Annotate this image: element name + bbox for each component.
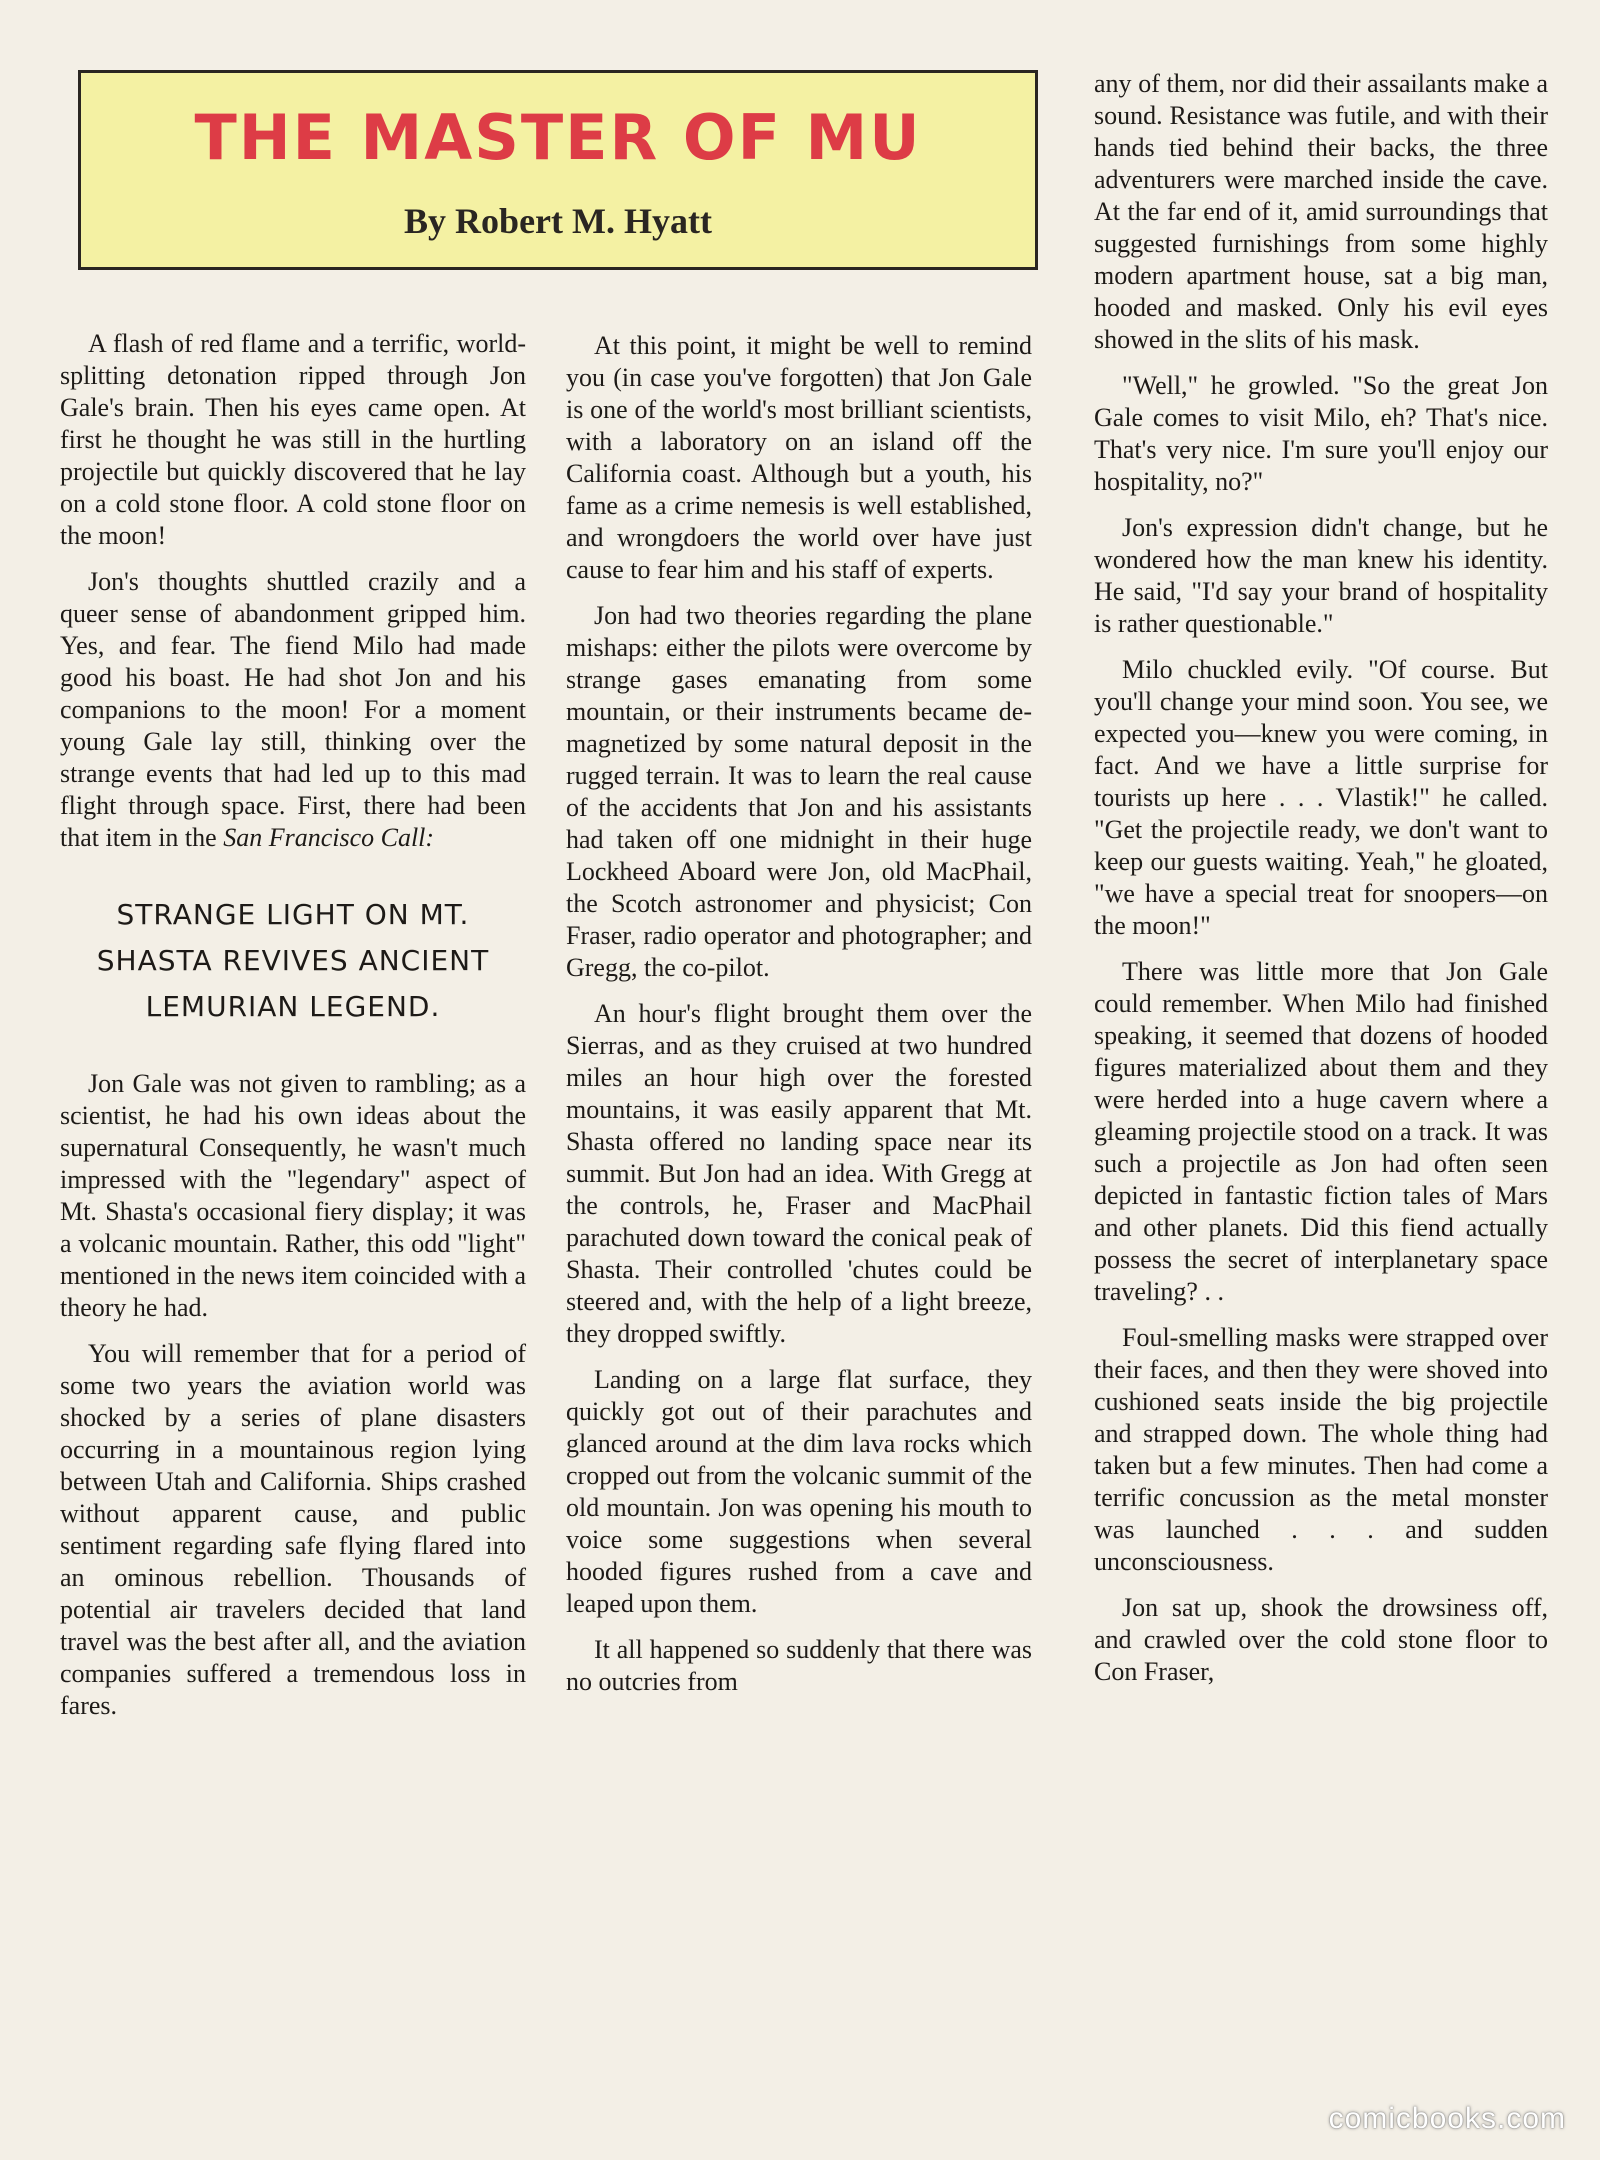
headline-line: SHASTA REVIVES ANCIENT: [96, 944, 490, 977]
headline-line: LEMURIAN LEGEND.: [145, 990, 441, 1023]
paragraph: Jon sat up, shook the drowsiness off, and crawled over the cold stone floor to Con Fraser,: [1094, 1593, 1548, 1686]
paragraph: "Well," he growled. "So the great Jon Gale comes to visit Milo, eh? That's nice. That's very nice. I'm sure you'll enjoy our hospitality, no?": [1094, 371, 1548, 496]
newspaper-headline: [60, 892, 526, 1030]
story-title: THE MASTER OF MU: [194, 101, 922, 174]
paragraph: A flash of red flame and a terrific, world-splitting detonation ripped through Jon Gale's brain. Then his eyes came open. At first he thought he was still in the hurtling projectile but quickly discovered that he lay on a cold stone floor. A cold stone floor on the moon!: [60, 329, 526, 550]
paragraph: Jon's expression didn't change, but he wondered how the man knew his identity. He said, "I'd say your brand of hospitality is rather questionable.": [1094, 513, 1548, 638]
paragraph: At this point, it might be well to remind you (in case you've forgotten) that Jon Gale is one of the world's most brilliant scientists, with a laboratory on an island off the California coast. Although but a youth, his fame as a crime nemesis is well established, and wrongdoers the world over have just cause to fear him and his staff of experts.: [566, 331, 1032, 584]
paragraph: An hour's flight brought them over the Sierras, and as they cruised at two hundred miles an hour high over the forested mountains, it was easily apparent that Mt. Shasta offered no landing space near its summit. But Jon had an idea. With Gregg at the controls, he, Fraser and MacPhail parachuted down toward the conical peak of Shasta. Their controlled 'chutes could be steered and, with the help of a light breeze, they dropped swiftly.: [566, 999, 1032, 1348]
paragraph: Jon Gale was not given to rambling; as a scientist, he had his own ideas about the supernatural Consequently, he wasn't much impressed with the "legendary" aspect of Mt. Shasta's occasional fiery display; it was a volcanic mountain. Rather, this odd "light" mentioned in the news item coincided with a theory he had.: [60, 1069, 526, 1322]
paragraph: There was little more that Jon Gale could remember. When Milo had finished speaking, it seemed that dozens of hooded figures materialized about them and they were herded into a huge cavern where a gleaming projectile stood on a track. It was such a projectile as Jon had often seen depicted in fantastic fiction tales of Mars and other planets. Did this fiend actually possess the secret of interplanetary space traveling? . .: [1094, 957, 1548, 1306]
paragraph: [60, 566, 526, 854]
paragraph: any of them, nor did their assailants make a sound. Resistance was futile, and with their hands tied behind their backs, the three adventurers were marched inside the cave. At the far end of it, amid surroundings that suggested furnishings from some highly modern apartment house, sat a big man, hooded and masked. Only his evil eyes showed in the slits of his mask.: [1094, 69, 1548, 354]
title-box: [78, 70, 1038, 270]
column-1: [60, 328, 526, 1736]
column-3: [1094, 68, 1548, 1702]
headline-line: STRANGE LIGHT ON MT.: [116, 898, 470, 931]
paragraph-text: Jon's thoughts shuttled crazily and a queer sense of abandonment gripped him. Yes, and fear. The fiend Milo had made good his boast. He had shot Jon and his companions to the moon! For a moment young Gale lay still, thinking over the strange events that had led up to this mad flight through space. First, there had been that item in the: [60, 567, 526, 852]
paragraph: It all happened so suddenly that there was no outcries from: [566, 1635, 1032, 1696]
paragraph: Landing on a large flat surface, they quickly got out of their parachutes and glanced around at the dim lava rocks which cropped out from the volcanic summit of the old mountain. Jon was opening his mouth to voice some suggestions when several hooded figures rushed from a cave and leaped upon them.: [566, 1365, 1032, 1618]
byline: By Robert M. Hyatt: [404, 201, 712, 241]
newspaper-name: San Francisco Call:: [223, 823, 435, 852]
column-2: [566, 330, 1032, 1712]
watermark: comicbooks.com: [1328, 2102, 1566, 2135]
paragraph: You will remember that for a period of some two years the aviation world was shocked by a series of plane disasters occurring in a mountainous region lying between Utah and California. Ships crashed without apparent cause, and public sentiment regarding safe flying flared into an ominous rebellion. Thousands of potential air travelers decided that land travel was the best after all, and the aviation companies suffered a tremendous loss in fares.: [60, 1339, 526, 1720]
paragraph: Milo chuckled evily. "Of course. But you'll change your mind soon. You see, we expected you—knew you were coming, in fact. And we have a little surprise for tourists up here . . . Vlastik!" he called. "Get the projectile ready, we don't want to keep our guests waiting. Yeah," he gloated, "we have a special treat for snoopers—on the moon!": [1094, 655, 1548, 940]
paragraph: Jon had two theories regarding the plane mishaps: either the pilots were overcome by strange gases emanating from some mountain, or their instruments became de-magnetized by some natural deposit in the rugged terrain. It was to learn the real cause of the accidents that Jon and his assistants had taken off one midnight in their huge Lockheed Aboard were Jon, old MacPhail, the Scotch astronomer and physicist; Con Fraser, radio operator and photographer; and Gregg, the co-pilot.: [566, 601, 1032, 982]
paragraph: Foul-smelling masks were strapped over their faces, and then they were shoved into cushioned seats inside the big projectile and strapped down. The whole thing had taken but a few minutes. Then had come a terrific concussion as the metal monster was launched . . . and sudden unconsciousness.: [1094, 1323, 1548, 1576]
